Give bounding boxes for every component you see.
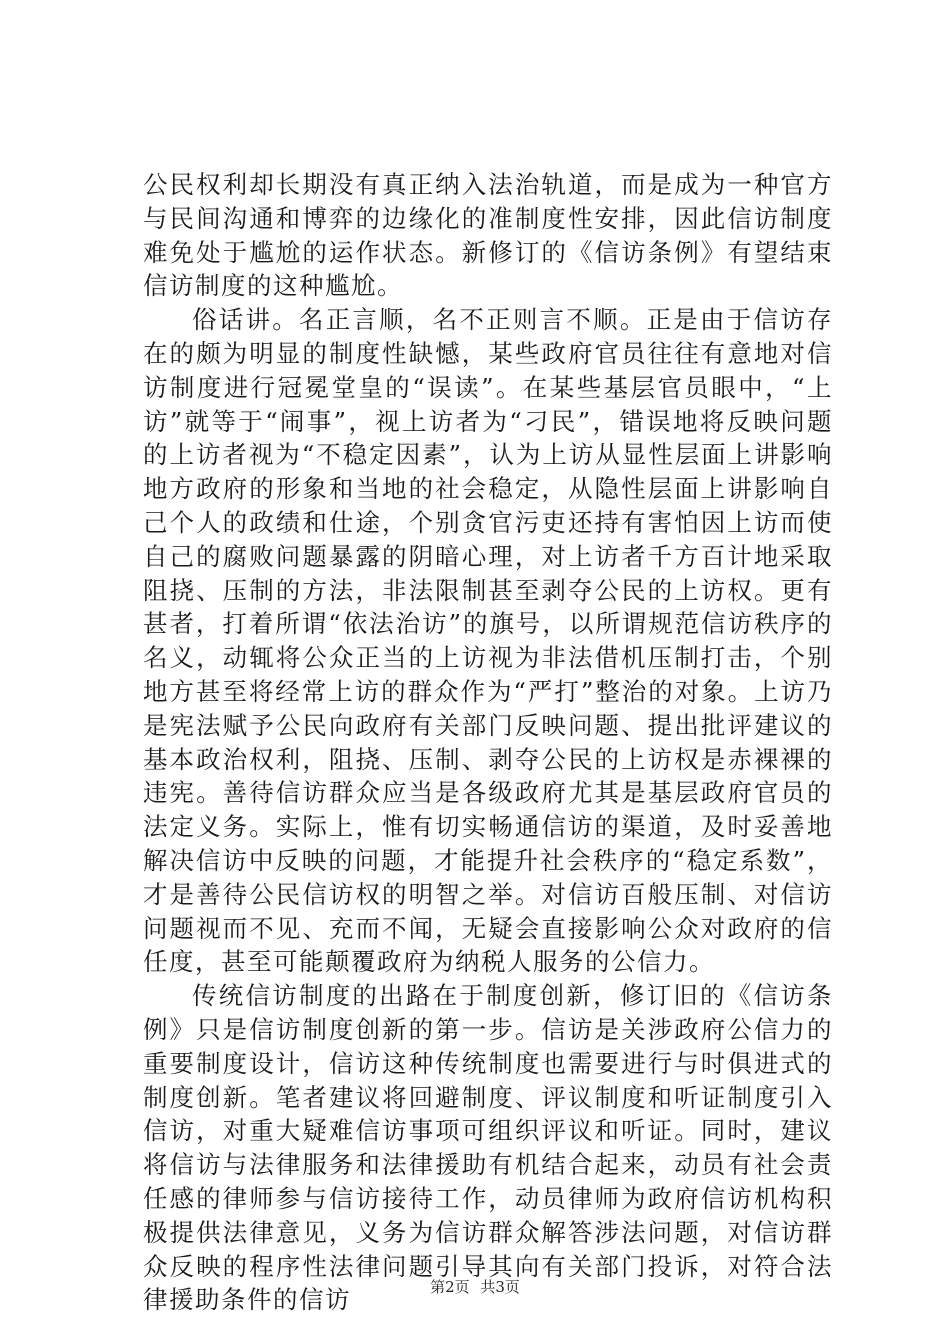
paragraph-continuation: 公民权利却长期没有真正纳入法治轨道，而是成为一种官方与民间沟通和博弈的边缘化的准制度性安排，因此信访制度难免处于尴尬的运作状态。新修订的《信访条例》有望结束信访制度的这种尴尬。 <box>143 170 833 301</box>
page-total: 共3页 <box>480 1278 520 1296</box>
paragraph-petition-misreading: 俗话讲。名正言顺，名不正则言不顺。正是由于信访存在的颇为明显的制度性缺憾，某些政府官员往往有意地对信访制度进行冠冕堂皇的“误读”。在某些基层官员眼中，“上访”就等于“闹事”，视上访者为“刁民”，错误地将反映问题的上访者视为“不稳定因素”，认为上访从显性层面上讲影响地方政府的形象和当地的社会稳定，从隐性层面上讲影响自己个人的政绩和仕途，个别贪官污吏还持有害怕因上访而使自己的腐败问题暴露的阴暗心理，对上访者千方百计地采取阻挠、压制的方法，非法限制甚至剥夺公民的上访权。更有甚者，打着所谓“依法治访”的旗号，以所谓规范信访秩序的名义，动辄将公众正当的上访视为非法借机压制打击，个别地方甚至将经常上访的群众作为“严打”整治的对象。上访乃是宪法赋予公民向政府有关部门反映问题、提出批评建议的基本政治权利，阻挠、压制、剥夺公民的上访权是赤裸裸的违宪。善待信访群众应当是各级政府尤其是基层政府官员的法定义务。实际上，惟有切实畅通信访的渠道，及时妥善地解决信访中反映的问题，才能提升社会秩序的“稳定系数”，才是善待公民信访权的明智之举。对信访百般压制、对信访问题视而不见、充而不闻，无疑会直接影响公众对政府的信任度，甚至可能颠覆政府为纳税人服务的公信力。 <box>143 305 833 977</box>
page-footer <box>0 1276 950 1297</box>
paragraph-institutional-innovation: 传统信访制度的出路在于制度创新，修订旧的《信访条例》只是信访制度创新的第一步。信访是关涉政府公信力的重要制度设计，信访这种传统制度也需要进行与时俱进式的制度创新。笔者建议将回避制度、评议制度和听证制度引入信访，对重大疑难信访事项可组织评议和听证。同时，建议将信访与法律服务和法律援助有机结合起来，动员有社会责任感的律师参与信访接待工作，动员律师为政府信访机构积极提供法律意见，义务为信访群众解答涉法问题，对信访群众反映的程序性法律问题引导其向有关部门投诉，对符合法律援助条件的信访 <box>143 981 833 1315</box>
document-body <box>143 168 833 1317</box>
page-number: 第2页 <box>430 1278 470 1296</box>
